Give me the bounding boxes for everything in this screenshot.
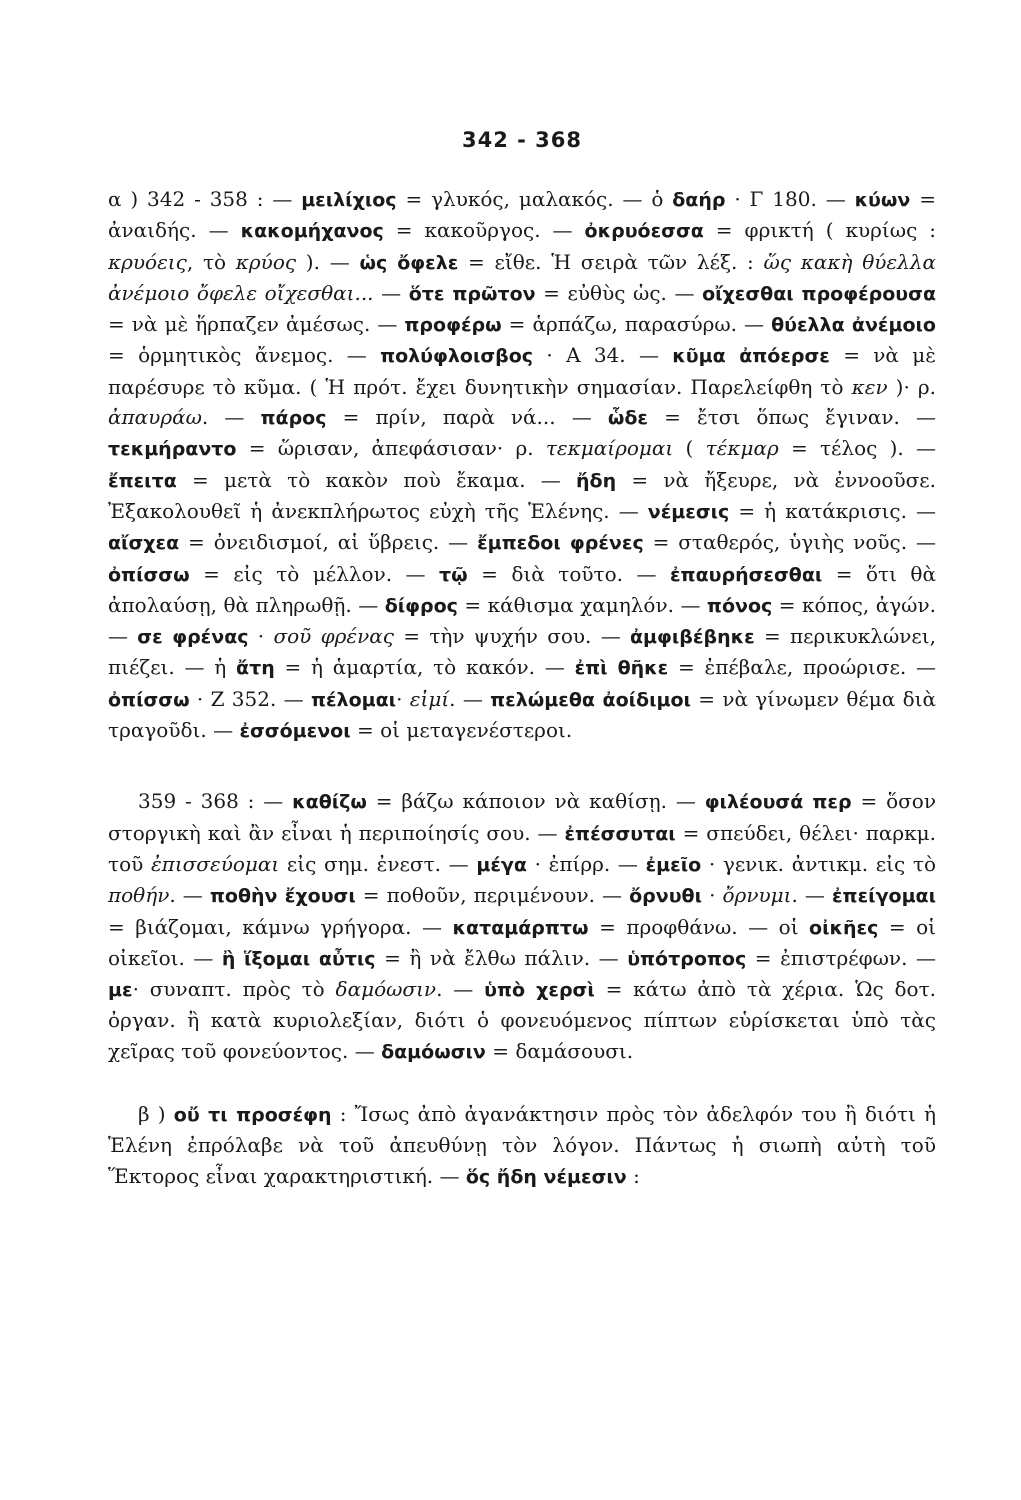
lemma-term: οὔ τι προσέφη: [173, 1104, 332, 1127]
lemma-term: τεκμήραντο: [108, 438, 237, 461]
gloss-text: = εἴθε. Ἡ σειρὰ τῶν λέξ. :: [458, 249, 764, 274]
lemma-term: θύελλα ἀνέμοιο: [771, 314, 936, 337]
italic-form: κρύος: [235, 249, 297, 274]
gloss-text: = ἡ κατάκρισις. —: [729, 498, 937, 523]
gloss-text: : Ἴσως ἀπὸ ἀγανάκτησιν πρὸς τὸν ἀδελφόν του ἢ διότι ἡ Ἑλένη ἐπρόλαβε νὰ τοῦ ἀπευθύνῃ τὸν λόγον. Πάντως ἡ σιωπὴ αὐτὴ τοῦ Ἕκτορος εἶναι χαρακτηριστική. —: [108, 1102, 936, 1188]
gloss-text: = ἢ νὰ ἔλθω πάλιν. —: [375, 945, 628, 970]
lemma-term: καθίζω: [292, 791, 367, 814]
gloss-text: = κάθισμα χαμηλόν. —: [457, 592, 707, 617]
lemma-term: ποθὴν ἔχουσι: [209, 885, 356, 908]
lemma-term: ἐπείγομαι: [831, 885, 937, 908]
italic-form: ἀπαυράω: [108, 405, 202, 430]
commentary-section-359-368: [108, 786, 936, 1067]
italic-form: κεν: [851, 374, 888, 399]
gloss-text: , τὸ: [186, 249, 236, 274]
gloss-text: = σπεύδει, θέλει· παρκμ. τοῦ: [108, 820, 936, 876]
lemma-term: ὑπότροπος: [627, 947, 747, 970]
lemma-term: σε φρένας: [137, 626, 249, 649]
gloss-text: = ὥρισαν, ἀπεφάσισαν· ρ.: [236, 436, 546, 461]
gloss-text: . —: [169, 883, 210, 908]
gloss-text: ·: [396, 686, 410, 711]
italic-form: τέκμαρ: [705, 436, 779, 461]
gloss-text: εἰς σημ. ἐνεστ. —: [279, 851, 477, 876]
gloss-text: = εἰς τὸ μέλλον. —: [189, 561, 440, 586]
gloss-text: . —: [449, 686, 491, 711]
gloss-text: = δαμάσουσι.: [485, 1038, 634, 1063]
gloss-text: )· ρ.: [887, 374, 936, 399]
lemma-term: προφέρω: [404, 314, 502, 337]
gloss-text: = σταθερός, ὑγιὴς νοῦς. —: [643, 530, 937, 555]
gloss-text: . —: [201, 405, 261, 430]
lemma-term: πολύφλοισβος: [380, 345, 534, 368]
lemma-term: με: [108, 979, 133, 1002]
lemma-term: ἢ: [221, 947, 236, 970]
gloss-text: = περικυκλώνει, πιέζει. — ἡ: [108, 624, 936, 680]
italic-form: τεκμαίρομαι: [545, 436, 674, 461]
gloss-text: = ἡ ἁμαρτία, τὸ κακόν. —: [274, 655, 575, 680]
lemma-term: πέλομαι: [310, 688, 397, 711]
gloss-text: = εὐθὺς ὡς. —: [535, 280, 703, 305]
gloss-text: = βιάζομαι, κάμνω γρήγορα. —: [108, 914, 453, 939]
gloss-text: α ) 342 - 358 : —: [108, 187, 302, 211]
lemma-term: ὡς ὄφελε: [359, 251, 459, 274]
lemma-term: τῷ: [439, 563, 468, 586]
gloss-text: = κόπος, ἀγών. —: [108, 592, 936, 649]
gloss-text: = μετὰ τὸ κακὸν ποὺ ἔκαμα. —: [176, 467, 577, 492]
lemma-term: κῦμα ἀπόερσε: [672, 345, 830, 368]
gloss-text: · γενικ. ἀντικμ. εἰς τὸ: [701, 851, 936, 876]
gloss-text: = κάτω ἀπὸ τὰ χέρια. Ὡς δοτ. ὀργαν. ἢ κατὰ κυριολεξίαν, διότι ὁ φονευόμενος πίπτων εὑρίσκεται ὑπὸ τὰς χεῖρας τοῦ φονεύοντος. —: [108, 977, 937, 1063]
lemma-term: ἐπὶ θῆκε: [574, 657, 669, 680]
lemma-term: ἐπαυρήσεσθαι: [669, 563, 823, 586]
lemma-term: ὀπίσσω: [108, 688, 190, 711]
gloss-text: = διὰ τοῦτο. —: [467, 561, 670, 586]
gloss-text: (: [673, 436, 706, 461]
italic-form: κρυόεις: [108, 249, 187, 274]
gloss-text: = νὰ μὲ παρέσυρε τὸ κῦμα. ( Ἡ πρότ. ἔχει δυνητικὴν σημασίαν. Παρελείφθη τὸ: [108, 343, 936, 399]
gloss-text: = προφθάνω. — οἱ: [588, 914, 810, 939]
lemma-term: ἔμπεδοι φρένες: [477, 532, 644, 555]
gloss-text: · Α 34. —: [533, 343, 673, 368]
lemma-term: ἔπειτα: [108, 469, 177, 492]
lemma-term: φιλέουσά περ: [704, 791, 852, 814]
italic-form: ὥς κακὴ θύελλα ἀνέμοιο ὄφελε οἴχεσθαι...: [108, 249, 936, 305]
lemma-term: ὄρνυθι: [629, 885, 703, 908]
lemma-term: ἄτη: [236, 657, 275, 680]
gloss-text: = νὰ γίνωμεν θέμα διὰ τραγοῦδι. —: [108, 686, 936, 743]
gloss-text: ·: [248, 624, 274, 649]
gloss-text: · Ζ 352. —: [189, 686, 311, 711]
gloss-text: = οἱ μεταγενέστεροι.: [350, 718, 573, 743]
gloss-text: · ἐπίρρ. —: [526, 851, 646, 876]
lemma-term: καταμάρπτω: [452, 916, 589, 939]
gloss-text: = ἐπέβαλε, προώρισε. —: [668, 655, 936, 680]
italic-form: σοῦ φρένας: [273, 624, 394, 649]
lemma-term: κακομήχανος: [240, 220, 384, 243]
lemma-term: ἐσσόμενοι: [239, 720, 351, 743]
lemma-term: ἐμεῖο: [645, 853, 702, 876]
gloss-text: = τὴν ψυχήν σου. —: [393, 624, 630, 649]
commentary-section-342-358: [108, 184, 936, 746]
gloss-text: —: [373, 280, 409, 305]
gloss-text: . —: [436, 977, 485, 1002]
gloss-text: = ἔτσι ὅπως ἔγιναν. —: [647, 405, 936, 430]
italic-form: εἰμί: [409, 686, 450, 711]
italic-form: ποθήν: [108, 883, 170, 908]
gloss-text: = γλυκός, μαλακός. — ὁ: [396, 187, 673, 211]
gloss-text: = ὅσον στοργικὴ καὶ ἂν εἶναι ἡ περιποίησίς σου. —: [108, 789, 936, 845]
gloss-text: = πρίν, παρὰ νά... —: [326, 405, 608, 430]
italic-form: ἐπισσεύομαι: [150, 851, 280, 876]
gloss-text: = κακοῦργος. —: [383, 218, 585, 243]
lemma-term: ὧδε: [607, 407, 648, 430]
lemma-term: πελώμεθα ἀοίδιμοι: [490, 688, 691, 711]
lemma-term: οἰκῆες: [809, 916, 879, 939]
italic-form: δαμόωσιν: [335, 977, 437, 1002]
gloss-text: = βάζω κάποιον νὰ καθίσῃ. —: [366, 789, 705, 814]
gloss-text: ). —: [296, 249, 360, 274]
lemma-term: κύων: [854, 189, 911, 211]
gloss-text: = τέλος ). —: [778, 436, 936, 461]
gloss-text: ·: [702, 883, 723, 908]
gloss-text: · συναπτ. πρὸς τὸ: [132, 977, 336, 1002]
commentary-section-beta: [108, 1099, 936, 1192]
gloss-text: = ἐπιστρέφων. —: [746, 945, 936, 970]
lemma-term: ὑπὸ χερσὶ: [484, 979, 595, 1002]
lemma-term: αἴσχεα: [108, 532, 180, 555]
gloss-text: = ποθοῦν, περιμένουν. —: [355, 883, 630, 908]
lemma-term: ἤδη: [576, 469, 617, 492]
gloss-text: :: [626, 1163, 640, 1188]
gloss-text: 359 - 368 : —: [138, 789, 293, 814]
italic-form: ὄρνυμι: [722, 883, 792, 908]
gloss-text: = νὰ ἤξευρε, νὰ ἐννοοῦσε. Ἐξακολουθεῖ ἡ ἀνεκπλήρωτος εὐχὴ τῆς Ἑλένης. —: [108, 467, 936, 523]
lemma-term: μειλίχιος: [301, 189, 397, 211]
gloss-text: = ὅτι θὰ ἀπολαύσῃ, θὰ πληρωθῇ. —: [108, 561, 936, 617]
lemma-term: δαήρ: [672, 189, 726, 211]
gloss-text: = οἱ οἰκεῖοι. —: [108, 914, 936, 970]
gloss-text: [235, 946, 244, 970]
lemma-term: ἐπέσσυται: [564, 822, 676, 845]
lemma-term: ἵξομαι αὖτις: [243, 947, 376, 970]
lemma-term: πόνος: [706, 594, 773, 617]
page-header: 342 - 368: [461, 128, 582, 152]
gloss-text: · Γ 180. —: [725, 187, 855, 211]
lemma-term: ὅς ἤδη νέμεσιν: [465, 1165, 627, 1188]
lemma-term: μέγα: [476, 853, 527, 876]
lemma-term: νέμεσις: [647, 500, 730, 523]
gloss-text: = ἁρπάζω, παρασύρω. —: [501, 312, 772, 337]
lemma-term: ἀμφιβέβηκε: [630, 626, 755, 649]
gloss-text: = φρικτή ( κυρίως :: [703, 218, 937, 243]
lemma-term: δίφρος: [384, 594, 458, 617]
gloss-text: = νὰ μὲ ἥρπαζεν ἀμέσως. —: [108, 312, 405, 337]
gloss-text: = ὁρμητικὸς ἄνεμος. —: [108, 343, 381, 368]
lemma-term: ὀπίσσω: [108, 563, 190, 586]
gloss-text: β ): [138, 1102, 174, 1127]
gloss-text: . —: [791, 883, 832, 908]
lemma-term: δαμόωσιν: [381, 1040, 486, 1063]
lemma-term: ὀκρυόεσσα: [584, 220, 704, 243]
gloss-text: = ὀνειδισμοί, αἱ ὕβρεις. —: [179, 530, 478, 555]
gloss-text: = ἀναιδής. —: [108, 187, 936, 243]
lemma-term: οἴχεσθαι προφέρουσα: [702, 282, 936, 305]
lemma-term: ὅτε πρῶτον: [408, 282, 536, 305]
lemma-term: πάρος: [260, 407, 327, 430]
